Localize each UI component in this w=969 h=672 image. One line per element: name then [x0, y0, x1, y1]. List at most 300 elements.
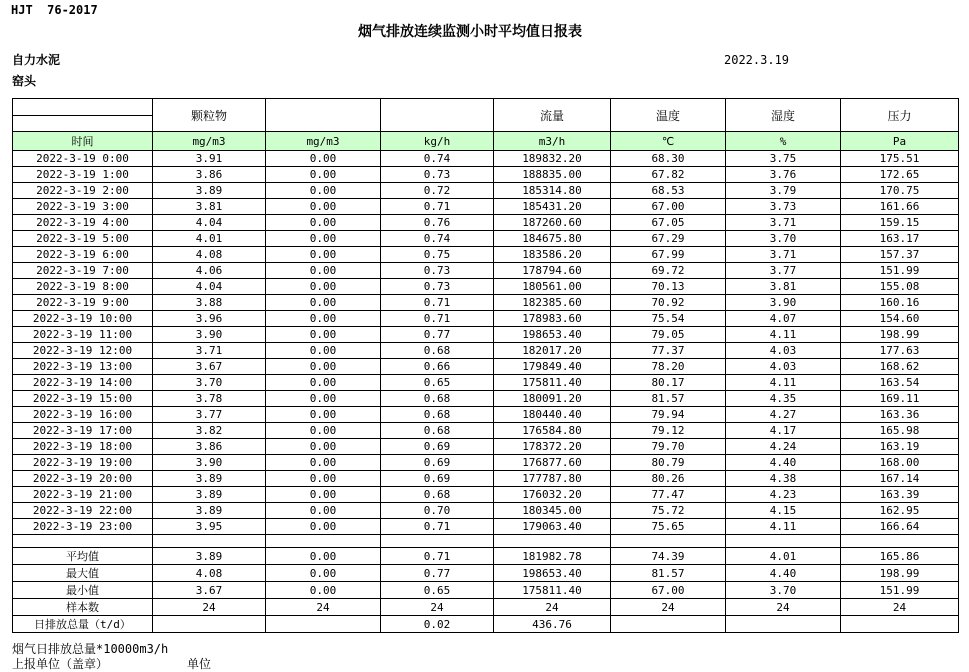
cell-value: 75.54 — [611, 311, 726, 327]
cell-value: 161.66 — [841, 199, 959, 215]
cell-value: 3.70 — [726, 231, 841, 247]
cell-value: 0.71 — [381, 311, 494, 327]
summary-value: 24 — [611, 599, 726, 616]
company-name: 自力水泥 — [12, 53, 61, 67]
cell-value: 168.00 — [841, 455, 959, 471]
cell-value: 4.03 — [726, 343, 841, 359]
table-row — [13, 391, 959, 407]
cell-value: 3.89 — [153, 471, 266, 487]
cell-value: 0.00 — [266, 311, 381, 327]
cell-value: 162.95 — [841, 503, 959, 519]
time-column-header: 时间 — [13, 132, 153, 151]
cell-value: 79.12 — [611, 423, 726, 439]
cell-value: 4.40 — [726, 455, 841, 471]
summary-value: 3.89 — [153, 548, 266, 565]
table-row — [13, 311, 959, 327]
cell-time: 2022-3-19 7:00 — [13, 263, 153, 279]
summary-value: 4.08 — [153, 565, 266, 582]
cell-value: 75.72 — [611, 503, 726, 519]
cell-time: 2022-3-19 14:00 — [13, 375, 153, 391]
column-group-header: 压力 — [841, 99, 959, 132]
cell-value: 3.86 — [153, 439, 266, 455]
unit-header-cell: % — [726, 132, 841, 151]
empty-cell — [726, 535, 841, 548]
cell-value: 3.77 — [153, 407, 266, 423]
cell-time: 2022-3-19 17:00 — [13, 423, 153, 439]
cell-value: 4.01 — [153, 231, 266, 247]
empty-cell — [266, 535, 381, 548]
table-row — [13, 439, 959, 455]
cell-value: 4.17 — [726, 423, 841, 439]
cell-value: 177787.80 — [494, 471, 611, 487]
doc-code: HJT 76-2017 — [11, 3, 98, 17]
cell-value: 75.65 — [611, 519, 726, 535]
table-row — [13, 359, 959, 375]
cell-value: 188835.00 — [494, 167, 611, 183]
summary-value — [266, 616, 381, 633]
cell-value: 175.51 — [841, 151, 959, 167]
cell-value: 0.00 — [266, 199, 381, 215]
cell-value: 79.05 — [611, 327, 726, 343]
cell-time: 2022-3-19 15:00 — [13, 391, 153, 407]
cell-value: 67.05 — [611, 215, 726, 231]
summary-value: 0.77 — [381, 565, 494, 582]
empty-cell — [381, 535, 494, 548]
cell-value: 185431.20 — [494, 199, 611, 215]
cell-value: 68.53 — [611, 183, 726, 199]
cell-value: 79.70 — [611, 439, 726, 455]
unit-header-cell: mg/m3 — [153, 132, 266, 151]
cell-value: 151.99 — [841, 263, 959, 279]
cell-value: 3.73 — [726, 199, 841, 215]
cell-value: 198.99 — [841, 327, 959, 343]
cell-value: 0.00 — [266, 327, 381, 343]
cell-value: 4.06 — [153, 263, 266, 279]
cell-value: 4.04 — [153, 215, 266, 231]
cell-value: 0.00 — [266, 263, 381, 279]
summary-value: 0.00 — [266, 582, 381, 599]
cell-value: 179063.40 — [494, 519, 611, 535]
cell-value: 4.15 — [726, 503, 841, 519]
cell-time: 2022-3-19 6:00 — [13, 247, 153, 263]
cell-value: 3.86 — [153, 167, 266, 183]
cell-value: 154.60 — [841, 311, 959, 327]
cell-value: 0.00 — [266, 167, 381, 183]
cell-value: 0.77 — [381, 327, 494, 343]
cell-value: 3.78 — [153, 391, 266, 407]
summary-value: 0.02 — [381, 616, 494, 633]
spacer-row — [13, 535, 959, 548]
cell-value: 175811.40 — [494, 375, 611, 391]
summary-row — [13, 565, 959, 582]
cell-value: 0.00 — [266, 279, 381, 295]
summary-value — [726, 616, 841, 633]
cell-value: 163.19 — [841, 439, 959, 455]
cell-value: 0.00 — [266, 391, 381, 407]
cell-value: 4.04 — [153, 279, 266, 295]
summary-value: 67.00 — [611, 582, 726, 599]
cell-value: 163.36 — [841, 407, 959, 423]
cell-value: 0.00 — [266, 247, 381, 263]
cell-value: 3.71 — [726, 215, 841, 231]
footer-unit-label: 单位 — [187, 657, 212, 671]
table-row — [13, 343, 959, 359]
summary-value: 0.00 — [266, 548, 381, 565]
summary-row — [13, 599, 959, 616]
cell-value: 3.67 — [153, 359, 266, 375]
summary-value: 0.71 — [381, 548, 494, 565]
cell-time: 2022-3-19 20:00 — [13, 471, 153, 487]
cell-value: 3.88 — [153, 295, 266, 311]
cell-time: 2022-3-19 9:00 — [13, 295, 153, 311]
cell-value: 187260.60 — [494, 215, 611, 231]
cell-value: 163.39 — [841, 487, 959, 503]
cell-value: 4.07 — [726, 311, 841, 327]
cell-value: 185314.80 — [494, 183, 611, 199]
table-row — [13, 279, 959, 295]
cell-value: 0.00 — [266, 519, 381, 535]
summary-value — [841, 616, 959, 633]
summary-value: 4.40 — [726, 565, 841, 582]
cell-value: 180091.20 — [494, 391, 611, 407]
cell-value: 4.38 — [726, 471, 841, 487]
cell-value: 176877.60 — [494, 455, 611, 471]
summary-value: 175811.40 — [494, 582, 611, 599]
page-title: 烟气排放连续监测小时平均值日报表 — [358, 24, 582, 40]
cell-value: 77.37 — [611, 343, 726, 359]
cell-value: 0.00 — [266, 455, 381, 471]
cell-value: 178983.60 — [494, 311, 611, 327]
summary-value: 3.70 — [726, 582, 841, 599]
cell-time: 2022-3-19 13:00 — [13, 359, 153, 375]
cell-value: 180561.00 — [494, 279, 611, 295]
table-row — [13, 471, 959, 487]
cell-value: 4.11 — [726, 375, 841, 391]
summary-label: 样本数 — [13, 599, 153, 616]
cell-time: 2022-3-19 8:00 — [13, 279, 153, 295]
cell-value: 3.90 — [726, 295, 841, 311]
cell-value: 0.68 — [381, 343, 494, 359]
cell-value: 0.68 — [381, 391, 494, 407]
cell-value: 0.75 — [381, 247, 494, 263]
table-row — [13, 423, 959, 439]
column-group-header: 颗粒物 — [153, 99, 266, 132]
table-row — [13, 295, 959, 311]
summary-value: 24 — [266, 599, 381, 616]
cell-value: 0.00 — [266, 359, 381, 375]
table-row — [13, 247, 959, 263]
cell-value: 163.54 — [841, 375, 959, 391]
column-group-header: 流量 — [494, 99, 611, 132]
unit-header-cell: m3/h — [494, 132, 611, 151]
cell-value: 163.17 — [841, 231, 959, 247]
summary-label: 日排放总量（t/d） — [13, 616, 153, 633]
cell-value: 4.11 — [726, 519, 841, 535]
cell-value: 4.27 — [726, 407, 841, 423]
cell-value: 0.68 — [381, 423, 494, 439]
summary-value: 24 — [841, 599, 959, 616]
table-row — [13, 263, 959, 279]
cell-value: 0.00 — [266, 471, 381, 487]
cell-value: 0.65 — [381, 375, 494, 391]
header-group-row — [13, 99, 959, 116]
summary-row — [13, 616, 959, 633]
empty-cell — [841, 535, 959, 548]
cell-value: 3.81 — [726, 279, 841, 295]
cell-value: 3.77 — [726, 263, 841, 279]
cell-value: 3.89 — [153, 487, 266, 503]
column-group-header: 湿度 — [726, 99, 841, 132]
table-row — [13, 327, 959, 343]
cell-value: 182017.20 — [494, 343, 611, 359]
table-body — [13, 99, 959, 633]
cell-value: 70.13 — [611, 279, 726, 295]
summary-row — [13, 548, 959, 565]
cell-value: 178794.60 — [494, 263, 611, 279]
summary-value: 198653.40 — [494, 565, 611, 582]
cell-value: 0.74 — [381, 151, 494, 167]
cell-value: 0.76 — [381, 215, 494, 231]
table-row — [13, 183, 959, 199]
cell-value: 170.75 — [841, 183, 959, 199]
cell-value: 157.37 — [841, 247, 959, 263]
cell-value: 4.11 — [726, 327, 841, 343]
units-header-row — [13, 132, 959, 151]
cell-value: 69.72 — [611, 263, 726, 279]
cell-value: 189832.20 — [494, 151, 611, 167]
cell-value: 0.00 — [266, 231, 381, 247]
summary-label: 最小值 — [13, 582, 153, 599]
cell-value: 176032.20 — [494, 487, 611, 503]
cell-time: 2022-3-19 1:00 — [13, 167, 153, 183]
cell-value: 179849.40 — [494, 359, 611, 375]
cell-value: 169.11 — [841, 391, 959, 407]
report-date: 2022.3.19 — [724, 53, 790, 67]
cell-value: 3.90 — [153, 327, 266, 343]
cell-value: 182385.60 — [494, 295, 611, 311]
footer-report-unit-label: 上报单位（盖章） — [12, 657, 109, 671]
cell-time: 2022-3-19 12:00 — [13, 343, 153, 359]
summary-value: 24 — [726, 599, 841, 616]
summary-value: 0.65 — [381, 582, 494, 599]
cell-value: 68.30 — [611, 151, 726, 167]
empty-cell — [494, 535, 611, 548]
cell-time: 2022-3-19 5:00 — [13, 231, 153, 247]
summary-value: 24 — [494, 599, 611, 616]
cell-value: 180345.00 — [494, 503, 611, 519]
cell-value: 67.99 — [611, 247, 726, 263]
cell-value: 166.64 — [841, 519, 959, 535]
cell-value: 0.00 — [266, 343, 381, 359]
cell-value: 70.92 — [611, 295, 726, 311]
summary-label: 平均值 — [13, 548, 153, 565]
cell-value: 0.00 — [266, 487, 381, 503]
summary-value: 3.67 — [153, 582, 266, 599]
cell-value: 198653.40 — [494, 327, 611, 343]
column-group-header — [381, 99, 494, 132]
cell-value: 4.03 — [726, 359, 841, 375]
footer-note: 烟气日排放总量*10000m3/h — [12, 642, 169, 656]
cell-value: 3.90 — [153, 455, 266, 471]
cell-value: 160.16 — [841, 295, 959, 311]
summary-value — [153, 616, 266, 633]
cell-value: 4.35 — [726, 391, 841, 407]
cell-value: 155.08 — [841, 279, 959, 295]
summary-value: 0.00 — [266, 565, 381, 582]
cell-value: 3.96 — [153, 311, 266, 327]
cell-value: 0.00 — [266, 215, 381, 231]
cell-value: 177.63 — [841, 343, 959, 359]
cell-time: 2022-3-19 16:00 — [13, 407, 153, 423]
cell-value: 4.24 — [726, 439, 841, 455]
summary-value: 165.86 — [841, 548, 959, 565]
cell-value: 3.82 — [153, 423, 266, 439]
cell-value: 0.70 — [381, 503, 494, 519]
cell-value: 0.00 — [266, 375, 381, 391]
cell-value: 0.69 — [381, 471, 494, 487]
summary-value: 181982.78 — [494, 548, 611, 565]
table-row — [13, 151, 959, 167]
cell-value: 0.69 — [381, 455, 494, 471]
table-row — [13, 519, 959, 535]
cell-time: 2022-3-19 18:00 — [13, 439, 153, 455]
unit-header-cell: Pa — [841, 132, 959, 151]
cell-value: 0.00 — [266, 423, 381, 439]
cell-value: 0.68 — [381, 407, 494, 423]
cell-value: 0.71 — [381, 295, 494, 311]
cell-value: 67.00 — [611, 199, 726, 215]
monitoring-data-table — [12, 98, 959, 633]
cell-value: 3.76 — [726, 167, 841, 183]
station-name: 窑头 — [12, 74, 37, 88]
corner-cell-top — [13, 99, 153, 116]
cell-time: 2022-3-19 21:00 — [13, 487, 153, 503]
summary-value — [611, 616, 726, 633]
cell-value: 0.71 — [381, 199, 494, 215]
unit-header-cell: kg/h — [381, 132, 494, 151]
summary-label: 最大值 — [13, 565, 153, 582]
cell-value: 3.71 — [726, 247, 841, 263]
cell-value: 3.81 — [153, 199, 266, 215]
cell-value: 0.00 — [266, 503, 381, 519]
column-group-header — [266, 99, 381, 132]
cell-value: 3.79 — [726, 183, 841, 199]
corner-cell-bottom — [13, 116, 153, 132]
cell-value: 78.20 — [611, 359, 726, 375]
cell-value: 176584.80 — [494, 423, 611, 439]
summary-value: 436.76 — [494, 616, 611, 633]
unit-header-cell: mg/m3 — [266, 132, 381, 151]
cell-value: 0.73 — [381, 279, 494, 295]
cell-value: 159.15 — [841, 215, 959, 231]
cell-value: 67.29 — [611, 231, 726, 247]
cell-value: 3.71 — [153, 343, 266, 359]
cell-value: 0.00 — [266, 295, 381, 311]
cell-value: 165.98 — [841, 423, 959, 439]
table-row — [13, 375, 959, 391]
cell-value: 180440.40 — [494, 407, 611, 423]
summary-row — [13, 582, 959, 599]
summary-value: 151.99 — [841, 582, 959, 599]
cell-value: 3.89 — [153, 183, 266, 199]
cell-value: 0.73 — [381, 263, 494, 279]
cell-value: 0.00 — [266, 407, 381, 423]
cell-value: 3.70 — [153, 375, 266, 391]
table-row — [13, 199, 959, 215]
cell-time: 2022-3-19 3:00 — [13, 199, 153, 215]
cell-value: 178372.20 — [494, 439, 611, 455]
cell-time: 2022-3-19 19:00 — [13, 455, 153, 471]
cell-value: 3.91 — [153, 151, 266, 167]
cell-value: 0.68 — [381, 487, 494, 503]
cell-value: 80.17 — [611, 375, 726, 391]
cell-value: 79.94 — [611, 407, 726, 423]
cell-value: 80.79 — [611, 455, 726, 471]
cell-time: 2022-3-19 22:00 — [13, 503, 153, 519]
summary-value: 74.39 — [611, 548, 726, 565]
cell-value: 167.14 — [841, 471, 959, 487]
table-row — [13, 215, 959, 231]
cell-value: 4.08 — [153, 247, 266, 263]
cell-value: 80.26 — [611, 471, 726, 487]
table-row — [13, 167, 959, 183]
table-row — [13, 503, 959, 519]
cell-value: 0.69 — [381, 439, 494, 455]
cell-value: 81.57 — [611, 391, 726, 407]
cell-value: 0.72 — [381, 183, 494, 199]
column-group-header: 温度 — [611, 99, 726, 132]
cell-value: 3.95 — [153, 519, 266, 535]
cell-value: 168.62 — [841, 359, 959, 375]
empty-cell — [13, 535, 153, 548]
cell-time: 2022-3-19 0:00 — [13, 151, 153, 167]
cell-time: 2022-3-19 10:00 — [13, 311, 153, 327]
empty-cell — [611, 535, 726, 548]
cell-value: 0.73 — [381, 167, 494, 183]
summary-value: 81.57 — [611, 565, 726, 582]
cell-value: 0.00 — [266, 183, 381, 199]
cell-time: 2022-3-19 4:00 — [13, 215, 153, 231]
cell-value: 184675.80 — [494, 231, 611, 247]
cell-value: 0.00 — [266, 439, 381, 455]
cell-value: 67.82 — [611, 167, 726, 183]
unit-header-cell: ℃ — [611, 132, 726, 151]
green-strip — [13, 132, 14, 151]
cell-time: 2022-3-19 11:00 — [13, 327, 153, 343]
summary-value: 4.01 — [726, 548, 841, 565]
cell-value: 4.23 — [726, 487, 841, 503]
cell-value: 183586.20 — [494, 247, 611, 263]
cell-value: 0.71 — [381, 519, 494, 535]
cell-value: 0.74 — [381, 231, 494, 247]
table-row — [13, 231, 959, 247]
cell-value: 0.66 — [381, 359, 494, 375]
cell-value: 0.00 — [266, 151, 381, 167]
summary-value: 24 — [153, 599, 266, 616]
cell-value: 3.89 — [153, 503, 266, 519]
table-row — [13, 455, 959, 471]
cell-value: 3.75 — [726, 151, 841, 167]
empty-cell — [153, 535, 266, 548]
summary-value: 24 — [381, 599, 494, 616]
cell-time: 2022-3-19 2:00 — [13, 183, 153, 199]
cell-time: 2022-3-19 23:00 — [13, 519, 153, 535]
table-row — [13, 407, 959, 423]
summary-value: 198.99 — [841, 565, 959, 582]
cell-value: 77.47 — [611, 487, 726, 503]
cell-value: 172.65 — [841, 167, 959, 183]
table-row — [13, 487, 959, 503]
